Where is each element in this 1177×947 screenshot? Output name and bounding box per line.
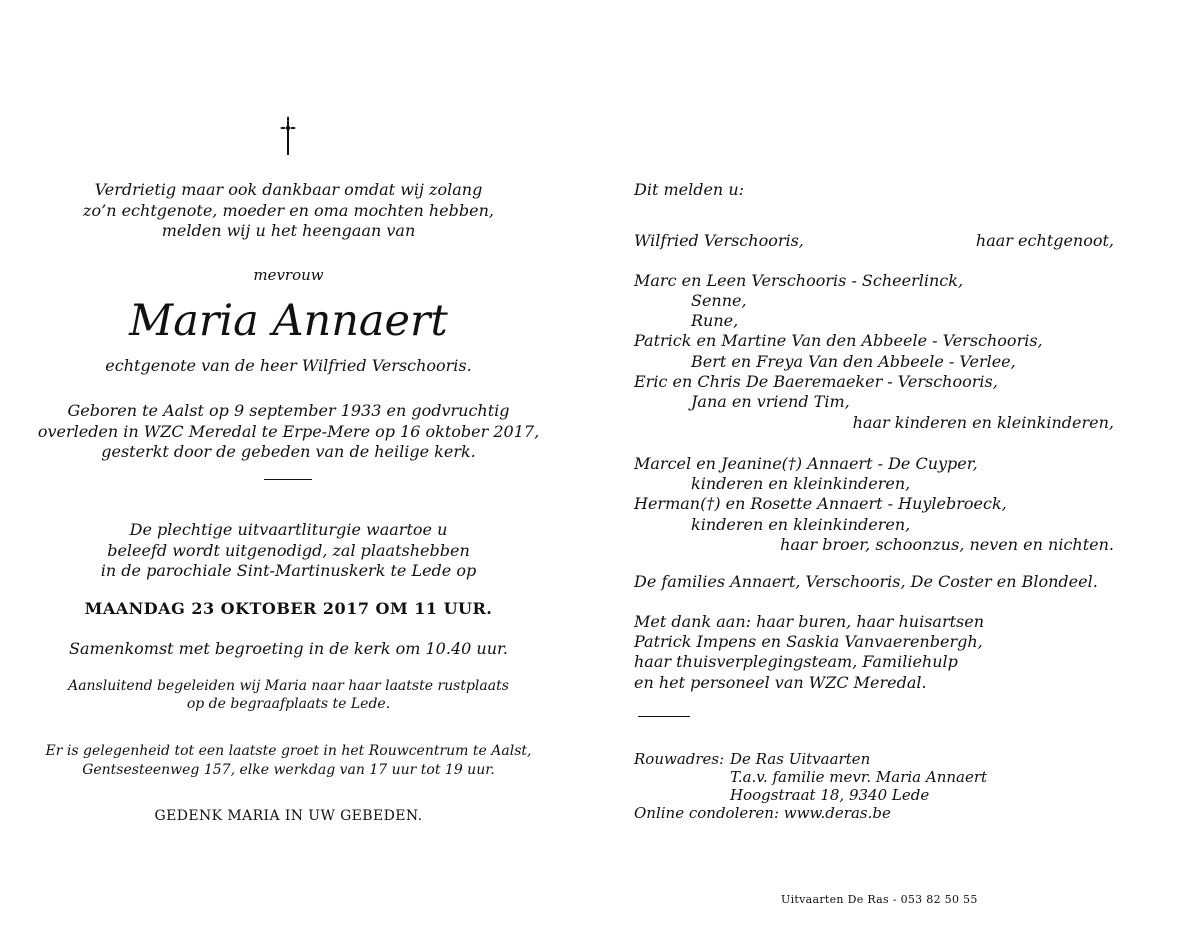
children-role: haar kinderen en kleinkinderen, [852, 413, 1114, 432]
spouse-line: echtgenote van de heer Wilfried Verschooris. [105, 356, 472, 375]
right-heading: Dit melden u: [634, 180, 745, 199]
online-condolence: Online condoleren: www.deras.be [634, 804, 891, 822]
list-item: kinderen en kleinkinderen, [691, 474, 911, 493]
thanks-line: en het personeel van WZC Meredal. [634, 673, 927, 692]
liturgy-line: De plechtige uitvaartliturgie waartoe u [129, 520, 448, 539]
birth-line: gesterkt door de gebeden van de heilige kerk. [101, 442, 476, 461]
deceased-name: Maria Annaert [129, 296, 448, 346]
liturgy-line: beleefd wordt uitgenodigd, zal plaatshebben [107, 541, 470, 560]
list-item: Rune, [691, 311, 739, 330]
intro-line: melden wij u het heengaan van [161, 221, 416, 240]
birth-line: overleden in WZC Meredal te Erpe-Mere op 16 oktober 2017, [37, 422, 540, 441]
list-item: Eric en Chris De Baeremaeker - Verschooris, [634, 372, 998, 391]
closing-line: GEDENK MARIA IN UW GEBEDEN. [154, 808, 423, 824]
ceremony-date: MAANDAG 23 OKTOBER 2017 OM 11 UUR. [84, 599, 493, 618]
list-item: kinderen en kleinkinderen, [691, 515, 911, 534]
intro-line: zo’n echtgenote, moeder en oma mochten hebben, [83, 201, 494, 220]
farewell-line: Gentsesteenweg 157, elke werkdag van 17 uur tot 19 uur. [82, 762, 495, 778]
husband-name: Wilfried Verschooris, [634, 231, 804, 250]
list-item: Bert en Freya Van den Abbeele - Verlee, [691, 352, 1016, 371]
siblings-role: haar broer, schoonzus, neven en nichten. [780, 535, 1114, 554]
husband-role: haar echtgenoot, [975, 231, 1114, 250]
liturgy-line: in de parochiale Sint-Martinuskerk te Lede op [100, 561, 477, 580]
list-item: Marc en Leen Verschooris - Scheerlinck, [634, 271, 964, 290]
list-item: Patrick en Martine Van den Abbeele - Verschooris, [634, 331, 1043, 350]
burial-line: Aansluitend begeleiden wij Maria naar haar laatste rustplaats [68, 678, 509, 694]
families-line: De families Annaert, Verschooris, De Coster en Blondeel. [634, 572, 1098, 591]
birth-line: Geboren te Aalst op 9 september 1933 en godvruchtig [67, 401, 510, 420]
thanks-line: Patrick Impens en Saskia Vanvaerenbergh, [634, 632, 983, 651]
divider [638, 716, 690, 717]
list-item: Jana en vriend Tim, [691, 392, 850, 411]
address-line: De Ras Uitvaarten [730, 750, 871, 768]
address-line: T.a.v. familie mevr. Maria Annaert [730, 768, 988, 786]
farewell-line: Er is gelegenheid tot een laatste groet in het Rouwcentrum te Aalst, [45, 743, 532, 759]
list-item: Herman(†) en Rosette Annaert - Huylebroeck, [634, 494, 1007, 513]
list-item: Marcel en Jeanine(†) Annaert - De Cuyper, [634, 454, 978, 473]
thanks-line: haar thuisverplegingsteam, Familiehulp [634, 652, 958, 671]
divider [264, 479, 312, 480]
address-label: Rouwadres: [634, 750, 725, 768]
footer-credit: Uitvaarten De Ras - 053 82 50 55 [781, 893, 978, 906]
burial-line: op de begraafplaats te Lede. [186, 696, 391, 712]
intro-line: Verdrietig maar ook dankbaar omdat wij zolang [94, 180, 483, 199]
address-line: Hoogstraat 18, 9340 Lede [730, 786, 930, 804]
salutation: mevrouw [253, 266, 324, 284]
thanks-line: Met dank aan: haar buren, haar huisartsen [634, 612, 985, 631]
list-item: Senne, [691, 291, 747, 310]
meeting-line: Samenkomst met begroeting in de kerk om 10.40 uur. [69, 639, 508, 658]
cross-icon [276, 114, 300, 158]
